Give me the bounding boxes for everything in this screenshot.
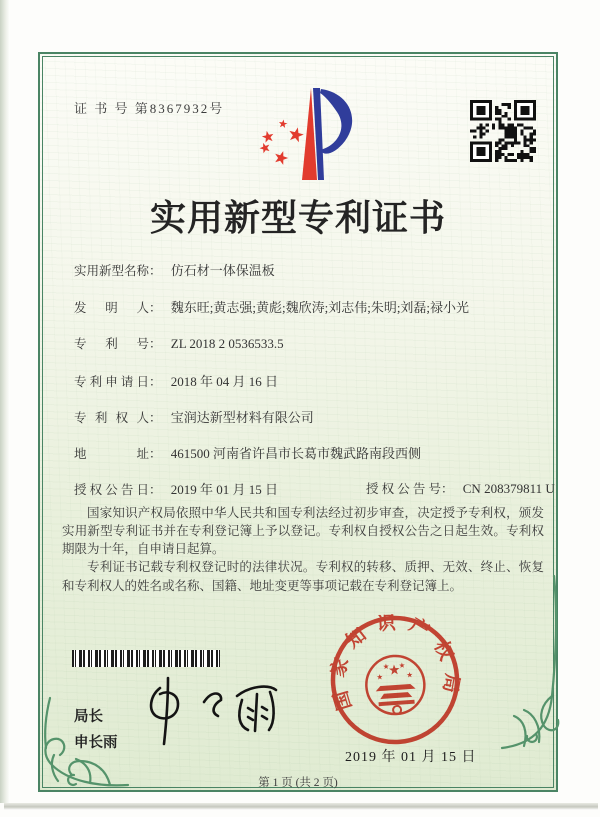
svg-text:国家知识产权局 <box>325 610 466 715</box>
signer-name: 申长雨 <box>74 735 118 751</box>
field-row-address <box>74 443 421 462</box>
field-label: 地址： <box>74 447 162 461</box>
legal-paragraph: 专利证书记载专利权登记时的法律状况。专利权的转移、质押、无效、终止、恢复和专利权人的姓名或名称、国籍、地址变更等事项记载在专利登记簿上。 <box>62 560 544 593</box>
certificate-number: 证 书 号 第8367932号 <box>74 101 225 116</box>
cnipa-official-seal-icon <box>325 610 466 751</box>
field-value: 魏东旺;黄志强;黄彪;魏欣涛;刘志伟;朱明;刘磊;禄小光 <box>170 300 470 315</box>
legal-text <box>62 504 544 595</box>
photo-shadow <box>4 803 598 810</box>
field-row-filing-date <box>74 371 278 390</box>
field-row-patent-no <box>74 334 284 352</box>
seal-date: 2019 年 01 月 15 日 <box>345 750 477 765</box>
field-row-inventors <box>74 297 469 316</box>
qr-code-icon <box>470 100 536 162</box>
page-number: 第 1 页 (共 2 页) <box>258 777 338 789</box>
field-label: 专利号： <box>74 337 162 351</box>
field-value: CN 208379811 U <box>462 481 555 496</box>
handwritten-signature-icon <box>142 674 287 749</box>
floral-ornament-bottom-right-icon <box>494 574 562 752</box>
photo-edge <box>0 0 10 803</box>
field-label: 专利权人： <box>74 411 162 425</box>
seal-text: 国家知识产权局 <box>327 612 463 713</box>
field-row-grant <box>74 479 555 498</box>
certificate-frame <box>38 52 558 792</box>
field-label: 授权公告日： <box>74 483 162 497</box>
field-label: 授权公告号： <box>366 482 454 496</box>
field-value: 宝润达新型材料有限公司 <box>170 410 314 425</box>
certificate-title: 实用新型专利证书 <box>149 198 446 238</box>
field-value: ZL 2018 2 0536533.5 <box>170 336 284 351</box>
signer-title: 局长 <box>74 709 103 725</box>
field-value: 仿石材一体保温板 <box>170 263 275 278</box>
field-value: 2019 年 01 月 15 日 <box>170 482 279 497</box>
field-row-patentee <box>74 407 314 426</box>
field-label: 实用新型名称： <box>74 264 162 278</box>
field-value: 461500 河南省许昌市长葛市魏武路南段西侧 <box>170 446 422 461</box>
cnipa-logo-icon <box>250 84 360 188</box>
field-label: 专利申请日： <box>74 375 162 389</box>
field-row-name <box>74 260 275 279</box>
barcode-icon <box>72 650 220 667</box>
field-value: 2018 年 04 月 16 日 <box>170 374 279 389</box>
grant-number-pair <box>366 479 555 497</box>
legal-paragraph: 国家知识产权局依照中华人民共和国专利法经过初步审查，决定授予专利权，颁发实用新型专利证书并在专利登记簿上予以登记。专利权自授权公告之日起生效。专利权期限为十年，自申请日起算。 <box>62 506 544 557</box>
field-label: 发明人： <box>74 301 162 315</box>
